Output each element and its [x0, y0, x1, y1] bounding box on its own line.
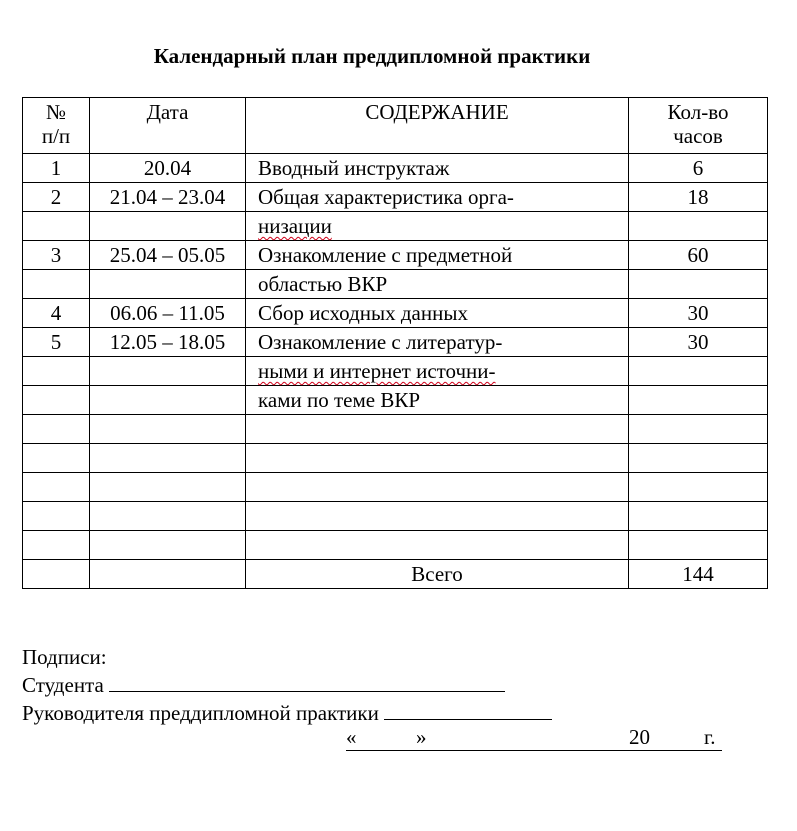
table-row	[23, 444, 768, 473]
row-num	[23, 270, 90, 299]
row-date	[90, 212, 246, 241]
row-num	[23, 531, 90, 560]
table-row	[23, 531, 768, 560]
table-row	[23, 270, 768, 299]
row-content: ками по теме ВКР	[246, 386, 629, 415]
row-hours: 6	[629, 154, 768, 183]
row-content: областью ВКР	[246, 270, 629, 299]
table-row	[23, 473, 768, 502]
row-date	[90, 357, 246, 386]
row-num	[23, 502, 90, 531]
table-row	[23, 212, 768, 241]
row-content	[246, 502, 629, 531]
signatures-block	[22, 644, 552, 727]
year-suffix: г.	[704, 725, 716, 749]
table-row	[23, 183, 768, 212]
document-title: Календарный план преддипломной практики	[153, 44, 591, 68]
row-hours: 30	[629, 299, 768, 328]
year-prefix: 20	[629, 725, 650, 749]
header-date: Дата	[90, 98, 246, 154]
table-row	[23, 357, 768, 386]
row-content-text: ными и интернет источни-	[258, 359, 496, 383]
row-date: 20.04	[90, 154, 246, 183]
row-num: 2	[23, 183, 90, 212]
header-hours	[629, 98, 768, 154]
header-num-line1: №	[45, 100, 67, 124]
row-hours	[629, 531, 768, 560]
total-empty-date	[90, 560, 246, 589]
row-hours	[629, 502, 768, 531]
table-row	[23, 415, 768, 444]
row-date: 21.04 – 23.04	[90, 183, 246, 212]
row-num	[23, 444, 90, 473]
row-num: 5	[23, 328, 90, 357]
total-empty-num	[23, 560, 90, 589]
row-hours	[629, 212, 768, 241]
row-num	[23, 473, 90, 502]
row-content	[246, 473, 629, 502]
header-hours-line2: часов	[673, 124, 723, 148]
row-hours: 60	[629, 241, 768, 270]
row-num	[23, 415, 90, 444]
row-num	[23, 212, 90, 241]
row-content	[246, 212, 629, 241]
row-content: Вводный инструктаж	[246, 154, 629, 183]
row-content	[246, 444, 629, 473]
table-row	[23, 299, 768, 328]
row-content: Ознакомление с предметной	[246, 241, 629, 270]
row-num: 1	[23, 154, 90, 183]
row-content: Ознакомление с литератур-	[246, 328, 629, 357]
row-hours: 30	[629, 328, 768, 357]
student-label: Студента	[22, 673, 104, 697]
row-num: 3	[23, 241, 90, 270]
header-num	[23, 98, 90, 154]
row-content	[246, 183, 629, 212]
table-total-row	[23, 560, 768, 589]
row-content-text: низации	[258, 214, 332, 238]
total-hours: 144	[629, 560, 768, 589]
student-signature-field	[109, 671, 505, 692]
row-hours	[629, 444, 768, 473]
supervisor-signature-field	[384, 699, 552, 720]
table-row	[23, 386, 768, 415]
table-header-row	[23, 98, 768, 154]
table-row	[23, 241, 768, 270]
row-hours	[629, 415, 768, 444]
student-signature-line	[22, 671, 552, 699]
row-content	[246, 357, 629, 386]
row-hours	[629, 386, 768, 415]
row-content	[246, 415, 629, 444]
row-content-text: Общая характеристика орга-	[258, 185, 514, 209]
table-row	[23, 502, 768, 531]
supervisor-label: Руководителя преддипломной практики	[22, 701, 379, 725]
row-date: 12.05 – 18.05	[90, 328, 246, 357]
calendar-plan-table	[22, 97, 768, 589]
table-row	[23, 328, 768, 357]
row-content	[246, 531, 629, 560]
date-close-quote: »	[416, 725, 427, 749]
date-open-quote: «	[346, 725, 357, 749]
row-num	[23, 357, 90, 386]
supervisor-signature-line	[22, 699, 552, 727]
row-date	[90, 270, 246, 299]
row-date	[90, 386, 246, 415]
row-date: 25.04 – 05.05	[90, 241, 246, 270]
row-date	[90, 531, 246, 560]
row-date	[90, 473, 246, 502]
row-hours: 18	[629, 183, 768, 212]
table-row	[23, 154, 768, 183]
row-date	[90, 444, 246, 473]
header-content: СОДЕРЖАНИЕ	[246, 98, 629, 154]
header-hours-line1: Кол-во	[667, 100, 729, 124]
row-content: Сбор исходных данных	[246, 299, 629, 328]
row-date: 06.06 – 11.05	[90, 299, 246, 328]
signature-date-line	[346, 725, 722, 751]
signatures-heading: Подписи:	[22, 645, 107, 669]
row-hours	[629, 473, 768, 502]
row-date	[90, 502, 246, 531]
header-num-line2: п/п	[41, 124, 71, 148]
row-hours	[629, 357, 768, 386]
row-num: 4	[23, 299, 90, 328]
row-hours	[629, 270, 768, 299]
row-date	[90, 415, 246, 444]
total-label: Всего	[246, 560, 629, 589]
row-num	[23, 386, 90, 415]
